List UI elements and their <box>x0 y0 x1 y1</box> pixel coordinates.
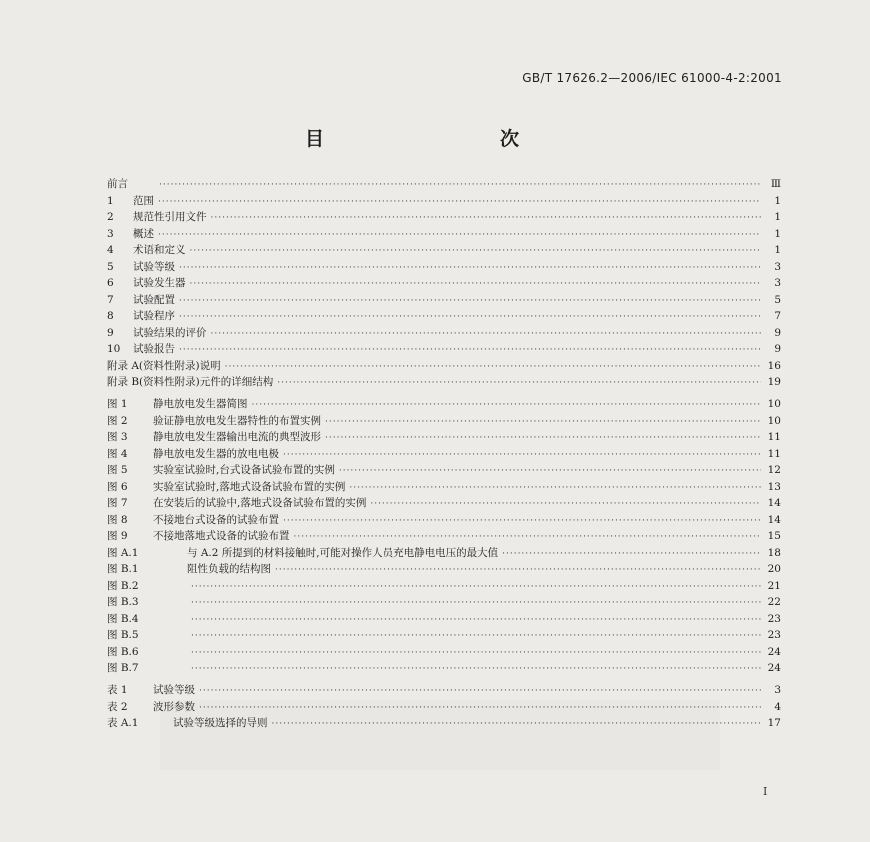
toc-entry-page: 14 <box>767 497 781 509</box>
toc-entry <box>107 495 781 512</box>
toc-entry <box>107 226 781 243</box>
toc-entry-number: 附录 B(资料性附录) <box>107 376 200 388</box>
toc-leader-dots <box>179 342 761 359</box>
toc-entry <box>107 429 781 446</box>
toc-entry-page: 11 <box>767 447 781 460</box>
toc-leader-dots <box>179 260 761 277</box>
toc-entry-label <box>107 275 186 292</box>
toc-leader-dots <box>283 447 761 464</box>
toc-entry-page: 1 <box>774 244 781 256</box>
toc-entry-page: 7 <box>774 310 781 322</box>
toc-entry <box>107 308 781 325</box>
toc-entry-number: 图 4 <box>107 447 128 460</box>
toc-entry <box>107 545 781 562</box>
toc-leader-dots <box>191 612 761 629</box>
toc-entry-page: 11 <box>767 431 781 443</box>
toc-entry-title: 范围 <box>133 194 154 207</box>
toc-entry-page: 16 <box>767 359 781 372</box>
toc-entry-page: 3 <box>774 277 781 289</box>
toc-entry-number: 6 <box>107 277 114 289</box>
toc-entry-label <box>107 193 154 210</box>
toc-entry-label <box>107 292 175 309</box>
toc-entry-page: 23 <box>767 612 781 625</box>
toc-entry-title: 元件的详细结构 <box>199 376 274 388</box>
toc-entry-page: 5 <box>774 293 781 306</box>
toc-entry-title: 实验室试验时,台式设备试验布置的实例 <box>153 464 335 476</box>
toc-leader-dots <box>502 546 761 563</box>
toc-entry <box>107 413 781 430</box>
toc-entry-label <box>107 578 187 595</box>
toc-entry-page: 9 <box>774 326 781 339</box>
toc-entry-label <box>107 561 271 578</box>
toc-leader-dots <box>158 227 761 244</box>
toc-entry-page: 24 <box>767 645 781 658</box>
toc-entry <box>107 446 781 463</box>
toc-entry-number: 图 B.1 <box>107 563 139 575</box>
toc-entry-title: 不接地落地式设备的试验布置 <box>153 530 290 542</box>
toc-entry-number: 10 <box>107 343 121 355</box>
toc-entry-title: 概述 <box>133 227 154 240</box>
toc-leader-dots <box>191 628 761 645</box>
toc-entry-page: 17 <box>767 717 781 729</box>
toc-leader-dots <box>191 595 761 612</box>
toc-entry-label <box>107 627 187 644</box>
toc-entry-label <box>107 446 279 463</box>
toc-entry-label <box>107 545 498 562</box>
toc-entry-number: 图 7 <box>107 497 128 509</box>
toc-entry-page: 4 <box>774 700 781 713</box>
toc-entry-page: 23 <box>767 629 781 641</box>
toc-entry-title: 不接地台式设备的试验布置 <box>153 513 279 526</box>
toc-entry-title: 实验室试验时,落地式设备试验布置的实例 <box>153 480 346 493</box>
toc-entry-number: 图 9 <box>107 530 128 542</box>
standard-code-header: GB/T 17626.2—2006/IEC 61000-4-2:2001 <box>522 71 782 85</box>
toc-entry-label <box>107 396 248 413</box>
toc-entry-title: 试验等级选择的导则 <box>173 717 268 729</box>
toc-entry-title: 试验等级 <box>153 684 195 696</box>
toc-leader-dots <box>370 496 761 513</box>
toc-entry <box>107 242 781 259</box>
toc-entry <box>107 374 781 391</box>
toc-entry-page: 24 <box>767 662 781 674</box>
toc-entry-title: 试验结果的评价 <box>133 326 207 339</box>
toc-leader-dots <box>283 513 761 530</box>
toc-entry-title: 试验报告 <box>133 343 175 355</box>
toc-entry-number: 图 B.2 <box>107 579 139 592</box>
toc-entry-label <box>107 413 321 430</box>
toc-entry-label <box>107 325 207 342</box>
toc-entry-label <box>107 462 335 479</box>
toc-entry <box>107 358 781 375</box>
toc-leader-dots <box>349 480 761 497</box>
toc-entry-label <box>107 242 186 259</box>
toc-leader-dots <box>191 645 761 662</box>
toc-entry <box>107 561 781 578</box>
toc-entry-title: 与 A.2 所提到的材料接触时,可能对操作人员充电静电电压的最大值 <box>187 546 499 559</box>
toc-entry-number: 图 8 <box>107 513 128 526</box>
toc-entry <box>107 325 781 342</box>
toc-entry-title: 试验程序 <box>133 310 175 322</box>
toc-entry <box>107 292 781 309</box>
toc-leader-dots <box>277 375 761 392</box>
toc-figures-section <box>107 396 781 677</box>
toc-entry-number: 4 <box>107 244 114 256</box>
toc-entry-page: 3 <box>774 684 781 696</box>
toc-entry-title: 阻性负载的结构图 <box>187 563 271 575</box>
toc-entry-label <box>107 512 279 529</box>
toc-main-section <box>107 176 781 391</box>
toc-entry-label <box>107 429 321 446</box>
toc-entry-number: 图 2 <box>107 414 128 427</box>
toc-entry <box>107 682 781 699</box>
toc-leader-dots <box>339 463 761 480</box>
toc-entry-number: 5 <box>107 260 114 273</box>
toc-entry <box>107 479 781 496</box>
toc-entry-number: 图 1 <box>107 398 128 410</box>
toc-entry <box>107 193 781 210</box>
toc-entry-label <box>107 209 207 226</box>
toc-entry-page: 1 <box>774 211 781 223</box>
toc-entry-page: 10 <box>767 398 781 410</box>
toc-entry <box>107 176 781 193</box>
toc-leader-dots <box>159 177 761 194</box>
toc-entry-label <box>107 358 221 375</box>
toc-entry-title: 波形参数 <box>153 700 195 713</box>
toc-leader-dots <box>252 397 762 414</box>
toc-leader-dots <box>191 579 761 596</box>
toc-entry <box>107 341 781 358</box>
toc-entry-number: 表 1 <box>107 684 128 696</box>
toc-leader-dots <box>191 661 761 678</box>
toc-entry-label <box>107 495 366 512</box>
toc-entry-number: 图 B.3 <box>107 596 139 608</box>
toc-entry-number: 图 B.6 <box>107 645 139 658</box>
toc-leader-dots <box>179 309 761 326</box>
toc-entry-number: 图 A.1 <box>107 546 139 559</box>
toc-entry-number: 8 <box>107 310 114 322</box>
toc-entry-title: 静电放电发生器输出电流的典型波形 <box>153 431 321 443</box>
toc-entry-title: 试验等级 <box>133 260 175 273</box>
toc-entry <box>107 594 781 611</box>
toc-entry-number: 图 B.7 <box>107 662 139 674</box>
toc-entry <box>107 209 781 226</box>
toc-entry <box>107 660 781 677</box>
toc-entry-page: 13 <box>767 480 781 493</box>
toc-entry-title: 在安装后的试验中,落地式设备试验布置的实例 <box>153 497 367 509</box>
toc-entry-label <box>107 594 187 611</box>
toc-entry-page: 22 <box>767 596 781 608</box>
toc-entry-label <box>107 611 187 628</box>
toc-entry-label <box>107 308 175 325</box>
toc-entry <box>107 396 781 413</box>
page-title: 目 次 <box>304 128 565 150</box>
toc-entry-number: 9 <box>107 326 114 339</box>
toc-entry-page: 21 <box>767 579 781 592</box>
page-number: I <box>763 785 768 798</box>
toc-entry-label <box>107 259 175 276</box>
toc-entry-label <box>107 479 345 496</box>
toc-leader-dots <box>190 276 762 293</box>
toc-entry-label <box>107 644 187 661</box>
toc-entry-page: 9 <box>774 343 781 355</box>
toc-leader-dots <box>225 359 761 376</box>
toc-entry-number: 2 <box>107 211 114 223</box>
toc-entry-title: 验证静电放电发生器特性的布置实例 <box>153 414 321 427</box>
toc-entry-page: Ⅲ <box>770 178 781 190</box>
toc-entry <box>107 528 781 545</box>
toc-entry-page: 15 <box>767 530 781 542</box>
toc-entry-number: 图 B.4 <box>107 612 139 625</box>
toc-entry-number: 附录 A(资料性附录) <box>107 359 200 372</box>
toc-entry <box>107 644 781 661</box>
toc-entry <box>107 627 781 644</box>
toc-leader-dots <box>158 194 761 211</box>
toc-entry-page: 10 <box>767 414 781 427</box>
toc-entry-label <box>107 341 175 358</box>
toc-leader-dots <box>211 210 762 227</box>
toc-entry-number: 表 2 <box>107 700 128 713</box>
toc-entry-page: 1 <box>774 227 781 240</box>
toc-entry-title: 说明 <box>199 359 221 372</box>
toc-entry-page: 1 <box>774 194 781 207</box>
toc-leader-dots <box>199 683 761 700</box>
toc-leader-dots <box>294 529 762 546</box>
toc-entry <box>107 611 781 628</box>
toc-entry-number: 图 5 <box>107 464 128 476</box>
toc-entry-title: 规范性引用文件 <box>133 211 207 223</box>
toc-entry-title: 静电放电发生器的放电电极 <box>153 447 279 460</box>
toc-entry-page: 20 <box>767 563 781 575</box>
toc-entry-number: 3 <box>107 227 114 240</box>
toc-entry-label <box>107 682 195 699</box>
toc-entry-number: 7 <box>107 293 114 306</box>
toc-entry-number: 图 B.5 <box>107 629 139 641</box>
toc-entry-page: 18 <box>767 546 781 559</box>
toc-entry-number: 图 6 <box>107 480 128 493</box>
toc-leader-dots <box>190 243 762 260</box>
toc-leader-dots <box>275 562 761 579</box>
toc-entry <box>107 275 781 292</box>
toc-entry-number: 前言 <box>107 178 128 190</box>
scan-shading <box>160 700 720 770</box>
toc-entry-label <box>107 226 154 243</box>
toc-entry-number: 1 <box>107 194 114 207</box>
toc-entry <box>107 259 781 276</box>
toc-entry <box>107 512 781 529</box>
toc-entry-page: 14 <box>767 513 781 526</box>
toc-entry-title: 试验配置 <box>133 293 175 306</box>
toc-entry-page: 12 <box>767 464 781 476</box>
toc-entry-page: 19 <box>767 376 781 388</box>
toc-entry-title: 静电放电发生器简图 <box>153 398 248 410</box>
toc-entry-page: 3 <box>774 260 781 273</box>
toc-entry-label <box>107 528 290 545</box>
toc-leader-dots <box>211 326 762 343</box>
toc-entry <box>107 578 781 595</box>
toc-leader-dots <box>179 293 761 310</box>
toc-entry-label <box>107 176 155 193</box>
toc-entry-title: 试验发生器 <box>133 277 186 289</box>
toc-entry-title: 术语和定义 <box>133 244 186 256</box>
toc-entry-number: 图 3 <box>107 431 128 443</box>
toc-entry-label <box>107 660 187 677</box>
toc-entry-label <box>107 374 273 391</box>
toc-entry-number: 表 A.1 <box>107 717 139 729</box>
toc-leader-dots <box>325 430 761 447</box>
toc-leader-dots <box>325 414 761 431</box>
toc-entry <box>107 462 781 479</box>
